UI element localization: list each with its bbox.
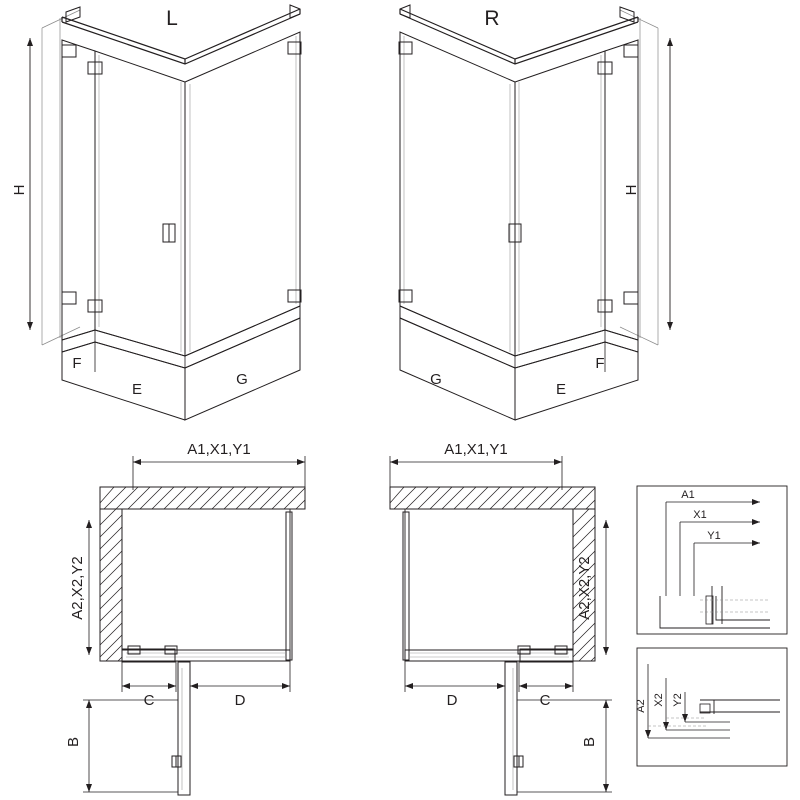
label-right-handing: R — [484, 7, 500, 30]
view-right-isometric — [399, 5, 673, 420]
label-detail-y2: Y2 — [672, 693, 684, 707]
label-detail-a1: A1 — [681, 489, 695, 501]
label-right-plan-dim-b: B — [581, 736, 598, 748]
label-right-dim-f: F — [595, 355, 605, 372]
label-left-handing: L — [166, 7, 178, 30]
label-right-height: H — [623, 184, 640, 196]
label-detail-x2: X2 — [653, 693, 665, 707]
label-right-plan-dim-d: D — [446, 692, 458, 709]
label-left-plan-dim-c: C — [143, 692, 155, 709]
label-right-plan-dim-c: C — [539, 692, 551, 709]
view-left-plan — [83, 456, 305, 795]
label-left-plan-side-dim: A2,X2,Y2 — [69, 556, 86, 620]
label-detail-a2: A2 — [635, 699, 647, 713]
label-left-plan-dim-b: B — [65, 736, 82, 748]
label-left-plan-top-dim: A1,X1,Y1 — [187, 441, 251, 458]
label-left-dim-e: E — [131, 381, 143, 398]
label-right-dim-g: G — [430, 371, 442, 388]
view-right-plan — [390, 456, 612, 795]
detail-dimension-top — [637, 486, 787, 634]
label-right-dim-e: E — [555, 381, 567, 398]
label-left-plan-dim-d: D — [234, 692, 246, 709]
label-right-plan-top-dim: A1,X1,Y1 — [444, 441, 508, 458]
label-left-height: H — [11, 184, 28, 196]
view-left-isometric — [27, 5, 301, 420]
label-detail-y1: Y1 — [707, 530, 721, 542]
label-left-dim-g: G — [236, 371, 248, 388]
label-right-plan-side-dim: A2,X2,Y2 — [576, 556, 593, 620]
label-detail-x1: X1 — [693, 509, 707, 521]
label-left-dim-f: F — [72, 355, 82, 372]
